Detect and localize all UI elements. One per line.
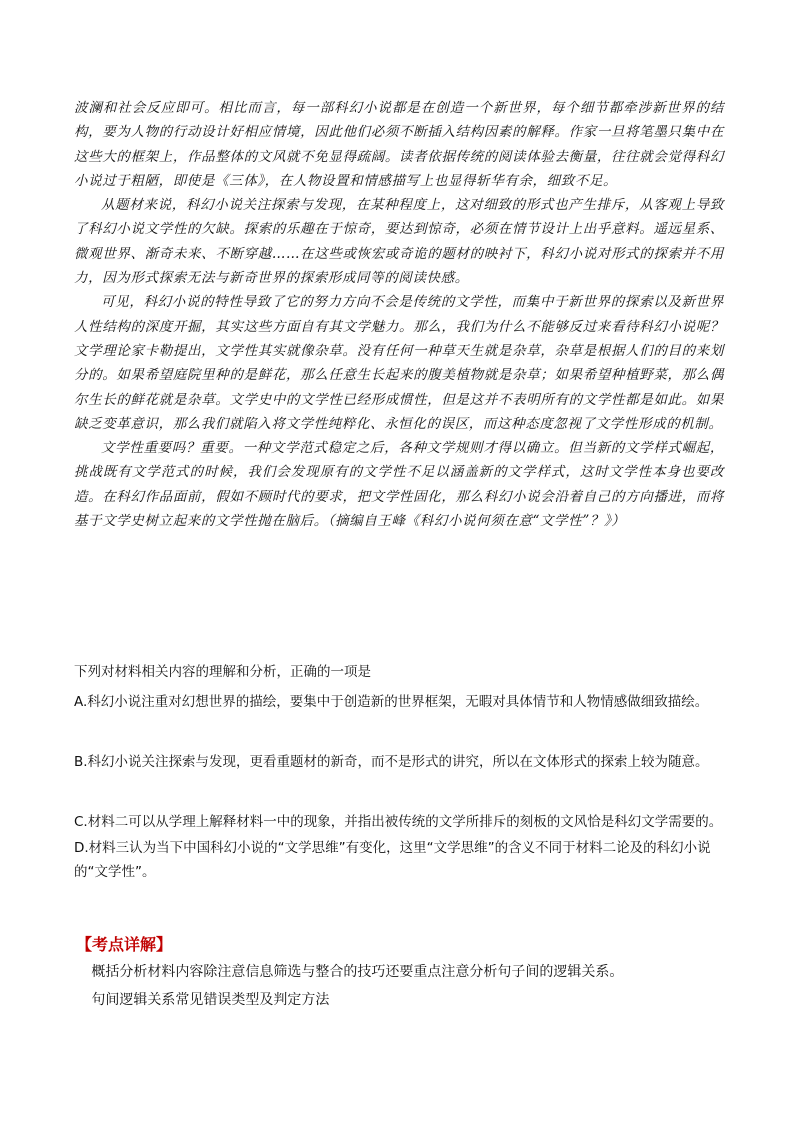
passage-paragraph-4: 文学性重要吗？重要。一种文学范式稳定之后，各种文学规则才得以确立。但当新的文学样式崛起，挑战既有文学范式的时候，我们会发现原有的文学性不足以涵盖新的文学样式，这时文学性本身也要改造。在科幻作品面前，假如不顾时代的要求，把文学性固化，那么科幻小说会沿着自己的方向播进，而将基于文学史树立起来的文学性抛在脑后。（摘编自王峰《科幻小说何须在意“文学性”？》） bbox=[74, 440, 724, 530]
section-line-1: 概括分析材料内容除注意信息筛选与整合的技巧还要重点注意分析句子间的逻辑关系。 bbox=[91, 964, 624, 980]
section-title: 【考点详解】 bbox=[76, 935, 173, 954]
option-d: D.材料三认为当下中国科幻小说的“文学思维”有变化，这里“文学思维”的含义不同于材料二论及的科幻小说的“文学性”。 bbox=[74, 840, 711, 880]
passage-paragraph-1: 波澜和社会反应即可。相比而言，每一部科幻小说都是在创造一个新世界，每个细节都牵涉新世界的结构，要为人物的行动设计好相应情境，因此他们必须不断插入结构因素的解释。作家一旦将笔墨只集中在这些大的框架上，作品整体的文风就不免显得疏阔。读者依据传统的阅读体验去衡量，往往就会觉得科幻小说过于粗陋，即使是《三体》，在人物设置和情感描写上也显得斩华有余，细致不足。 bbox=[74, 100, 724, 189]
option-b: B.科幻小说关注探索与发现，更看重题材的新奇，而不是形式的讲究，所以在文体形式的探索上较为随意。 bbox=[74, 754, 709, 770]
passage-paragraph-3: 可见，科幻小说的特性导致了它的努力方向不会是传统的文学性，而集中于新世界的探索以及新世界人性结构的深度开掘，其实这些方面自有其文学魅力。那么，我们为什么不能够反过来看待科幻小说呢？文学理论家卡勒提出，文学性其实就像杂草。没有任何一种草天生就是杂草，杂草是根据人们的目的来划分的。如果希望庭院里种的是鲜花，那么任意生长起来的腹美植物就是杂草；如果希望种植野菜，那么偶尔生长的鲜花就是杂草。文学史中的文学性已经形成惯性，但是这并不表明所有的文学性都是如此。如果缺乏变革意识，那么我们就陷入将文学性纯粹化、永恒化的误区，而这种态度忽视了文学性形成的机制。 bbox=[74, 294, 724, 432]
passage-paragraph-2: 从题材来说，科幻小说关注探索与发现，在某种程度上，这对细致的形式也产生排斥，从客观上导致了科幻小说文学性的欠缺。探索的乐趣在于惊奇，要达到惊奇，必须在情节设计上出乎意料。遥远星系、微观世界、渐奇未来、不断穿越……在这些或恢宏或奇诡的题材的映衬下，科幻小说对形式的探索并不用力，因为形式探索无法与新奇世界的探索形成同等的阅读快感。 bbox=[74, 197, 724, 287]
reading-passage bbox=[74, 96, 724, 533]
option-a: A.科幻小说注重对幻想世界的描绘，要集中于创造新的世界框架，无暇对具体情节和人物情感做细致描绘。 bbox=[74, 694, 709, 710]
question-stem: 下列对材料相关内容的理解和分析，正确的一项是 bbox=[74, 664, 371, 680]
exam-point-section bbox=[76, 932, 716, 1014]
option-c: C.材料二可以从学理上解释材料一中的现象，并指出被传统的文学所排斥的刻板的文风恰是科幻文学需要的。 bbox=[74, 814, 723, 830]
question-block bbox=[74, 660, 734, 884]
section-line-2: 句间逻辑关系常见错误类型及判定方法 bbox=[91, 992, 330, 1008]
